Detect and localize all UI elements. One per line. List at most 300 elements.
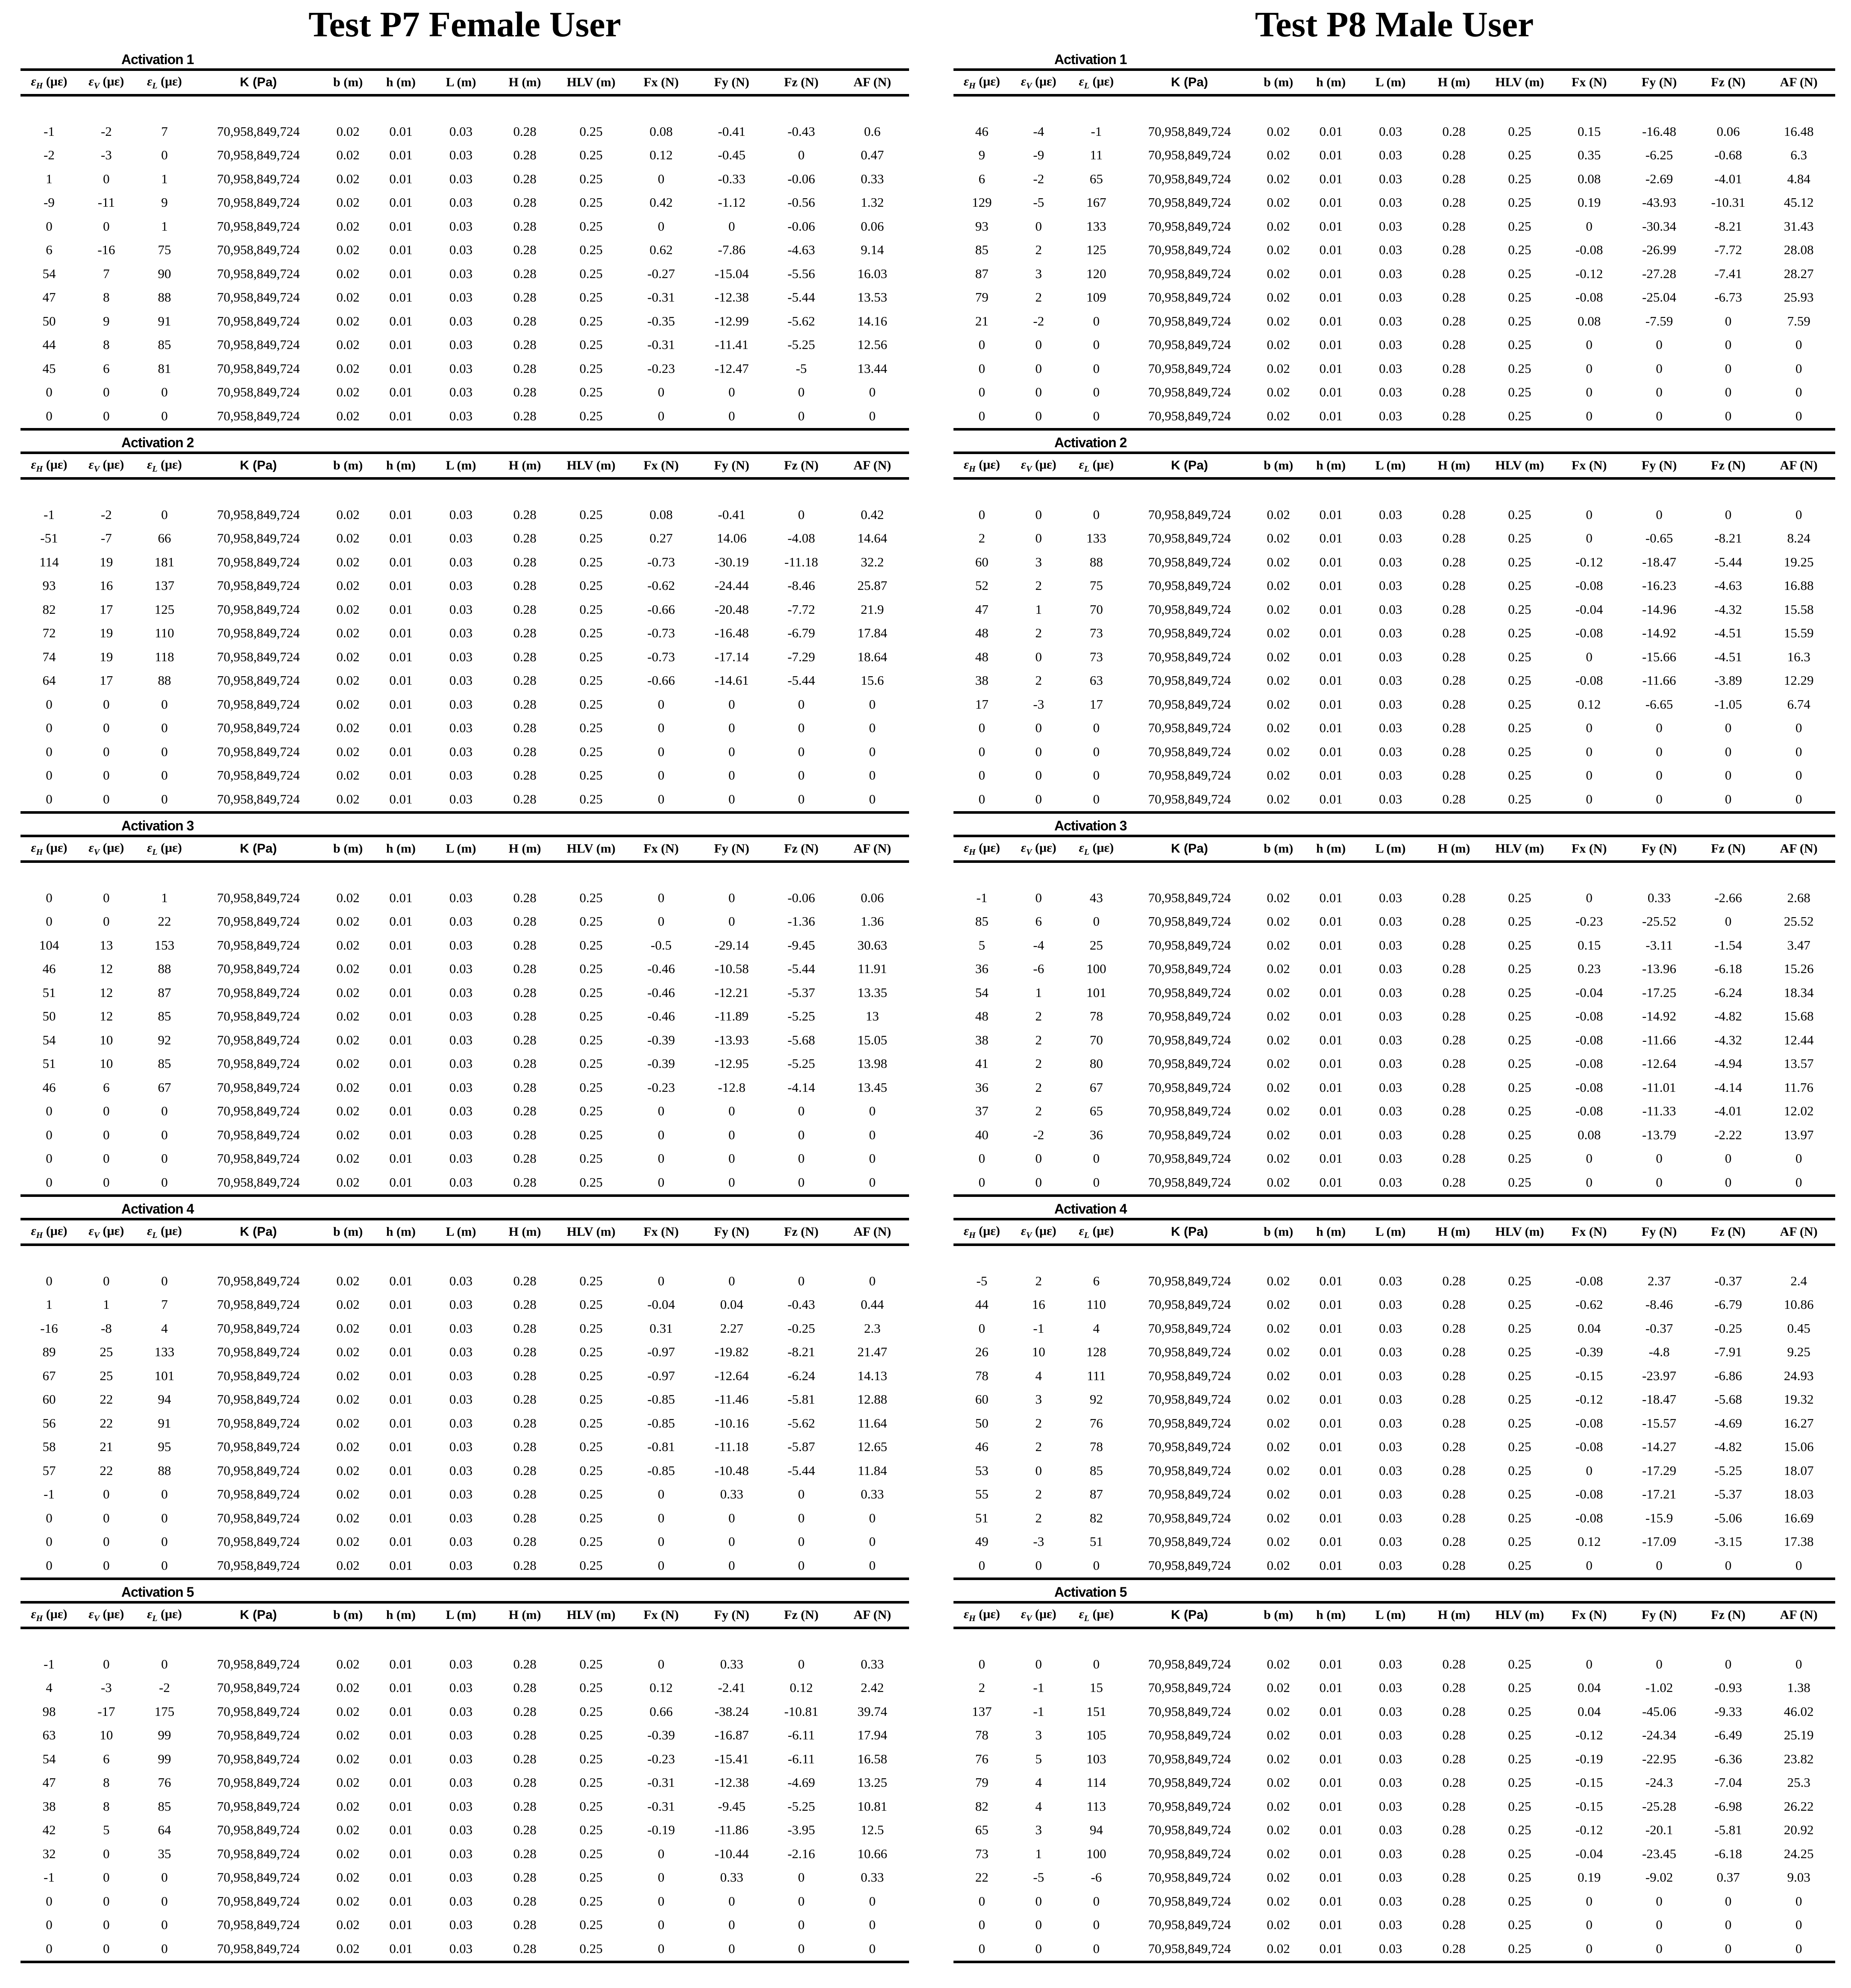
cell-fx: -0.23 bbox=[1575, 914, 1603, 929]
column-header-h: H (m) bbox=[1437, 1225, 1470, 1239]
cell-fy: -15.66 bbox=[1642, 649, 1677, 664]
cell-h: 0.28 bbox=[1423, 1554, 1485, 1579]
activation-block bbox=[953, 50, 1835, 434]
cell-h: 0.01 bbox=[389, 601, 413, 617]
cell-hlv: 0.25 bbox=[579, 1320, 603, 1336]
cell-b: 0.02 bbox=[336, 1320, 360, 1336]
column-header-af: AF (N) bbox=[854, 458, 892, 472]
cell-eh: 74 bbox=[42, 649, 56, 664]
cell-fz: -4.51 bbox=[1714, 625, 1742, 641]
cell-ev: -3 bbox=[1033, 696, 1044, 712]
cell-k: 70,958,849,724 bbox=[217, 1297, 300, 1312]
cell-fz: 0 bbox=[798, 1870, 805, 1885]
cell-fz: -0.43 bbox=[787, 1297, 815, 1312]
cell-eh: 114 bbox=[39, 554, 59, 569]
table-row bbox=[953, 1435, 1835, 1459]
cell-b: 0.02 bbox=[336, 1127, 360, 1142]
cell-ev: 2 bbox=[1035, 242, 1042, 258]
cell-h: 0.28 bbox=[493, 1937, 556, 1962]
cell-b: 0.02 bbox=[336, 1344, 360, 1360]
cell-h: 0.01 bbox=[389, 1846, 413, 1861]
cell-b: 0.02 bbox=[336, 578, 360, 593]
cell-h: 0.28 bbox=[1442, 1822, 1466, 1838]
cell-el: 0 bbox=[1093, 313, 1100, 328]
cell-k: 70,958,849,724 bbox=[217, 1534, 300, 1549]
cell-el: 0 bbox=[161, 1534, 168, 1549]
cell-fy: 0 bbox=[728, 218, 735, 234]
cell-fy: 0 bbox=[728, 1103, 735, 1119]
cell-ev: 0 bbox=[78, 1170, 135, 1196]
cell-af: 6.3 bbox=[1790, 147, 1807, 163]
cell-fy: -11.66 bbox=[1642, 1032, 1676, 1047]
table-row bbox=[21, 550, 909, 574]
cell-el: 76 bbox=[158, 1775, 171, 1790]
cell-fx: -0.5 bbox=[651, 937, 672, 953]
cell-el: 1 bbox=[161, 890, 168, 905]
cell-k: 70,958,849,724 bbox=[217, 1727, 300, 1743]
cell-h: 0.01 bbox=[389, 890, 413, 905]
cell-fx: -0.12 bbox=[1575, 1727, 1603, 1743]
cell-l: 0.03 bbox=[1379, 1056, 1402, 1071]
cell-fz: -4.82 bbox=[1714, 1439, 1742, 1454]
cell-ev: -1 bbox=[1033, 1704, 1044, 1719]
cell-l: 0.03 bbox=[449, 649, 473, 664]
cell-k: 70,958,849,724 bbox=[194, 1170, 323, 1196]
cell-h: 0.01 bbox=[389, 290, 413, 305]
cell-b: 0.02 bbox=[1267, 147, 1290, 163]
cell-ev: 8 bbox=[103, 290, 110, 305]
cell-b: 0.02 bbox=[1267, 266, 1290, 281]
cell-fy: 0 bbox=[1656, 1893, 1663, 1909]
cell-h: 0.01 bbox=[389, 1704, 413, 1719]
cell-fz: -4.08 bbox=[787, 531, 815, 546]
cell-af: 28.27 bbox=[1784, 266, 1814, 281]
cell-l: 0.03 bbox=[1379, 554, 1402, 569]
cell-h: 0.28 bbox=[1442, 1273, 1466, 1288]
cell-fz: -3.95 bbox=[787, 1822, 815, 1838]
cell-hlv: 0.25 bbox=[1508, 171, 1531, 186]
cell-eh: 46 bbox=[975, 1439, 989, 1454]
cell-h: 0.01 bbox=[1319, 649, 1343, 664]
cell-ev: 2 bbox=[1035, 1439, 1042, 1454]
cell-k: 70,958,849,724 bbox=[1148, 337, 1231, 352]
column-header-ev: $\varepsilon_V$ (με) bbox=[1021, 457, 1056, 474]
cell-af: 13.25 bbox=[857, 1775, 887, 1790]
cell-k: 70,958,849,724 bbox=[1148, 147, 1231, 163]
cell-ev: 0 bbox=[1010, 787, 1067, 812]
column-header-af: AF (N) bbox=[1780, 1225, 1818, 1239]
cell-fx: 0 bbox=[1554, 404, 1624, 429]
cell-eh: 87 bbox=[975, 266, 989, 281]
cell-fz: -5.44 bbox=[787, 673, 815, 688]
cell-l: 0.03 bbox=[1358, 1554, 1423, 1579]
cell-h: 0.28 bbox=[1442, 937, 1466, 953]
cell-h: 0.28 bbox=[513, 384, 537, 400]
cell-fx: -0.15 bbox=[1575, 1775, 1603, 1790]
cell-k: 70,958,849,724 bbox=[1148, 1320, 1231, 1336]
cell-fz: -5.25 bbox=[787, 1009, 815, 1024]
cell-k: 70,958,849,724 bbox=[1148, 1439, 1231, 1454]
cell-hlv: 0.25 bbox=[1508, 1656, 1531, 1671]
cell-fx: 0 bbox=[1586, 507, 1593, 522]
cell-l: 0.03 bbox=[449, 266, 473, 281]
cell-eh: 0 bbox=[978, 1917, 986, 1932]
cell-h: 0.01 bbox=[1319, 673, 1343, 688]
activation-table bbox=[953, 1601, 1835, 1963]
cell-h: 0.01 bbox=[1319, 1775, 1343, 1790]
cell-l: 0.03 bbox=[1379, 1151, 1402, 1166]
cell-b: 0.02 bbox=[1267, 1079, 1290, 1095]
cell-af: 0 bbox=[1795, 720, 1802, 736]
cell-el: 0 bbox=[135, 1170, 194, 1196]
cell-el: 0 bbox=[1093, 720, 1100, 736]
column-header-fz: Fz (N) bbox=[1711, 458, 1746, 472]
cell-ev: -2 bbox=[100, 507, 112, 522]
cell-l: 0.03 bbox=[1379, 1510, 1402, 1525]
cell-ev: 22 bbox=[100, 1392, 113, 1407]
cell-hlv: 0.25 bbox=[1485, 787, 1555, 812]
cell-el: 0 bbox=[1093, 1656, 1100, 1671]
cell-l: 0.03 bbox=[449, 1822, 473, 1838]
cell-h: 0.01 bbox=[389, 914, 413, 929]
cell-ev: 0 bbox=[103, 696, 110, 712]
cell-fy: -12.21 bbox=[714, 985, 749, 1000]
cell-l: 0.03 bbox=[1379, 1917, 1402, 1932]
column-header-el: $\varepsilon_L$ (με) bbox=[1079, 457, 1114, 474]
cell-b: 0.02 bbox=[336, 384, 360, 400]
cell-l: 0.03 bbox=[449, 937, 473, 953]
cell-h: 0.28 bbox=[513, 914, 537, 929]
cell-hlv: 0.25 bbox=[579, 1056, 603, 1071]
cell-el: 133 bbox=[154, 1344, 175, 1360]
cell-fz: -5.44 bbox=[787, 290, 815, 305]
cell-eh: 0 bbox=[978, 1151, 986, 1166]
cell-fy: -13.96 bbox=[1642, 961, 1677, 976]
table-header-row bbox=[21, 453, 909, 478]
cell-el: 43 bbox=[1089, 890, 1103, 905]
cell-h: 0.01 bbox=[1319, 937, 1343, 953]
cell-h: 0.28 bbox=[513, 1032, 537, 1047]
cell-l: 0.03 bbox=[449, 290, 473, 305]
cell-eh: -2 bbox=[44, 147, 55, 163]
cell-fz: -4.94 bbox=[1714, 1056, 1742, 1071]
cell-fy: -12.38 bbox=[714, 290, 749, 305]
cell-b: 0.02 bbox=[336, 218, 360, 234]
cell-fy: -15.57 bbox=[1642, 1415, 1677, 1431]
cell-hlv: 0.25 bbox=[1508, 1704, 1531, 1719]
column-header-l: L (m) bbox=[1375, 1608, 1406, 1622]
cell-eh: 50 bbox=[42, 313, 56, 328]
cell-fx: 0 bbox=[657, 1893, 665, 1909]
cell-eh: -16 bbox=[40, 1320, 58, 1336]
cell-fy: 0 bbox=[1624, 1937, 1694, 1962]
cell-k: 70,958,849,724 bbox=[1148, 123, 1231, 139]
cell-fy: 0.04 bbox=[720, 1297, 743, 1312]
cell-el: 92 bbox=[158, 1032, 171, 1047]
cell-fz: 0 bbox=[798, 1534, 805, 1549]
cell-ev: -4 bbox=[1033, 123, 1044, 139]
cell-l: 0.03 bbox=[449, 961, 473, 976]
column-header-fx: Fx (N) bbox=[643, 75, 679, 89]
activation-label: Activation 3 bbox=[1054, 818, 1127, 833]
cell-b: 0.02 bbox=[1267, 1680, 1290, 1695]
cell-fy: -11.33 bbox=[1642, 1103, 1676, 1119]
cell-b: 0.02 bbox=[1267, 625, 1290, 641]
column-header-h: H (m) bbox=[1437, 458, 1470, 472]
column-header-l: L (m) bbox=[1375, 1225, 1406, 1239]
cell-fz: 0 bbox=[1694, 1554, 1762, 1579]
cell-hlv: 0.25 bbox=[579, 673, 603, 688]
cell-hlv: 0.25 bbox=[556, 787, 626, 812]
cell-el: 0 bbox=[1067, 787, 1126, 812]
cell-fx: -0.15 bbox=[1575, 1368, 1603, 1383]
cell-eh: 0 bbox=[46, 384, 53, 400]
cell-fz: -7.29 bbox=[787, 649, 815, 664]
column-header-l: L (m) bbox=[446, 458, 476, 472]
cell-b: 0.02 bbox=[323, 1170, 373, 1196]
column-header-l: L (m) bbox=[446, 1225, 476, 1239]
table-row bbox=[953, 1005, 1835, 1029]
cell-fz: -5.25 bbox=[787, 1798, 815, 1814]
column-header-ev: $\varepsilon_V$ (με) bbox=[88, 457, 124, 474]
cell-fx: 0 bbox=[657, 171, 665, 186]
cell-h: 0.28 bbox=[1442, 1656, 1466, 1671]
cell-af: 0 bbox=[869, 1510, 876, 1525]
cell-h: 0.01 bbox=[1319, 1893, 1343, 1909]
column-header-fy: Fy (N) bbox=[714, 1225, 750, 1239]
cell-fx: 0.42 bbox=[649, 195, 673, 210]
cell-hlv: 0.25 bbox=[579, 1846, 603, 1861]
cell-h: 0.01 bbox=[389, 673, 413, 688]
cell-b: 0.02 bbox=[1253, 1937, 1303, 1962]
cell-l: 0.03 bbox=[449, 1151, 473, 1166]
cell-l: 0.03 bbox=[1379, 337, 1402, 352]
cell-l: 0.03 bbox=[1379, 195, 1402, 210]
cell-fz: -8.21 bbox=[1714, 218, 1742, 234]
cell-b: 0.02 bbox=[336, 744, 360, 759]
cell-fx: -0.04 bbox=[1575, 985, 1603, 1000]
cell-k: 70,958,849,724 bbox=[217, 242, 300, 258]
cell-hlv: 0.25 bbox=[579, 1344, 603, 1360]
cell-af: 3.47 bbox=[1787, 937, 1810, 953]
cell-k: 70,958,849,724 bbox=[1148, 1392, 1231, 1407]
cell-fx: 0 bbox=[657, 1487, 665, 1502]
cell-fz: -0.06 bbox=[787, 171, 815, 186]
cell-b: 0.02 bbox=[1267, 337, 1290, 352]
cell-hlv: 0.25 bbox=[1508, 744, 1531, 759]
cell-el: 0 bbox=[1093, 744, 1100, 759]
cell-af: 25.3 bbox=[1787, 1775, 1810, 1790]
cell-hlv: 0.25 bbox=[1508, 601, 1531, 617]
cell-l: 0.03 bbox=[449, 1127, 473, 1142]
cell-h: 0.28 bbox=[513, 890, 537, 905]
cell-h: 0.28 bbox=[493, 404, 556, 429]
cell-k: 70,958,849,724 bbox=[194, 787, 323, 812]
cell-eh: 0 bbox=[46, 744, 53, 759]
cell-fz: -0.06 bbox=[787, 218, 815, 234]
cell-eh: 0 bbox=[978, 744, 986, 759]
cell-b: 0.02 bbox=[1267, 937, 1290, 953]
cell-k: 70,958,849,724 bbox=[217, 1103, 300, 1119]
cell-fy: -8.46 bbox=[1645, 1297, 1673, 1312]
cell-eh: 36 bbox=[975, 1079, 989, 1095]
cell-h: 0.01 bbox=[1319, 1534, 1343, 1549]
cell-ev: 0 bbox=[103, 1487, 110, 1502]
cell-h: 0.28 bbox=[513, 578, 537, 593]
cell-l: 0.03 bbox=[449, 242, 473, 258]
cell-k: 70,958,849,724 bbox=[1148, 720, 1231, 736]
cell-fz: -5.06 bbox=[1714, 1510, 1742, 1525]
column-header-fx: Fx (N) bbox=[643, 1608, 679, 1622]
cell-b: 0.02 bbox=[336, 1510, 360, 1525]
column-header-l: L (m) bbox=[446, 75, 476, 89]
column-header-h: H (m) bbox=[508, 1608, 541, 1622]
cell-h: 0.28 bbox=[513, 1079, 537, 1095]
cell-eh: 76 bbox=[975, 1751, 989, 1766]
cell-eh: 60 bbox=[975, 554, 989, 569]
table-row bbox=[21, 1937, 909, 1962]
cell-h: 0.28 bbox=[513, 1320, 537, 1336]
cell-eh: 89 bbox=[42, 1344, 56, 1360]
cell-fy: -9.45 bbox=[718, 1798, 746, 1814]
cell-k: 70,958,849,724 bbox=[217, 601, 300, 617]
cell-l: 0.03 bbox=[449, 361, 473, 376]
cell-fz: -5.37 bbox=[1714, 1487, 1742, 1502]
cell-h: 0.28 bbox=[1442, 1151, 1466, 1166]
cell-h: 0.28 bbox=[513, 1151, 537, 1166]
table-header-row bbox=[21, 1602, 909, 1628]
activation-label: Activation 1 bbox=[1054, 52, 1127, 67]
cell-fz: -5.68 bbox=[1714, 1392, 1742, 1407]
cell-h: 0.01 bbox=[1319, 1439, 1343, 1454]
column-header-fz: Fz (N) bbox=[784, 1225, 819, 1239]
cell-fx: -0.46 bbox=[647, 1009, 675, 1024]
cell-el: 78 bbox=[1089, 1009, 1103, 1024]
column-header-k: K (Pa) bbox=[240, 842, 277, 856]
cell-fx: 0 bbox=[1586, 1463, 1593, 1478]
cell-ev: -8 bbox=[100, 1320, 112, 1336]
cell-l: 0.03 bbox=[449, 384, 473, 400]
cell-eh: 0 bbox=[21, 787, 78, 812]
cell-af: 0 bbox=[1762, 1170, 1835, 1196]
activation-table bbox=[953, 835, 1835, 1197]
table-row bbox=[21, 167, 909, 191]
cell-fy: -1.02 bbox=[1645, 1680, 1673, 1695]
cell-fx: 0 bbox=[657, 1917, 665, 1932]
cell-af: 23.82 bbox=[1784, 1751, 1814, 1766]
cell-el: 76 bbox=[1089, 1415, 1103, 1431]
cell-k: 70,958,849,724 bbox=[217, 1273, 300, 1288]
cell-ev: -2 bbox=[100, 123, 112, 139]
cell-fy: -0.45 bbox=[718, 147, 746, 163]
cell-af: 0 bbox=[869, 1103, 876, 1119]
cell-k: 70,958,849,724 bbox=[217, 1320, 300, 1336]
cell-fz: -5.62 bbox=[787, 1415, 815, 1431]
cell-fz: -4.51 bbox=[1714, 649, 1742, 664]
cell-fy: -17.25 bbox=[1642, 985, 1677, 1000]
cell-eh: 0 bbox=[46, 1151, 53, 1166]
cell-h: 0.28 bbox=[513, 1893, 537, 1909]
column-header-eh: $\varepsilon_H$ (με) bbox=[963, 1607, 1000, 1623]
cell-af: 16.48 bbox=[1784, 123, 1814, 139]
cell-h: 0.28 bbox=[513, 1463, 537, 1478]
cell-el: 105 bbox=[1086, 1727, 1106, 1743]
cell-b: 0.02 bbox=[1267, 1151, 1290, 1166]
cell-hlv: 0.25 bbox=[1508, 313, 1531, 328]
cell-l: 0.03 bbox=[1379, 1704, 1402, 1719]
activation-label: Activation 2 bbox=[1054, 435, 1127, 450]
cell-k: 70,958,849,724 bbox=[1148, 195, 1231, 210]
column-header-af: AF (N) bbox=[854, 1225, 892, 1239]
cell-fz: -5.68 bbox=[787, 1032, 815, 1047]
cell-fx: 0 bbox=[1586, 1656, 1593, 1671]
cell-b: 0.02 bbox=[1267, 290, 1290, 305]
column-header-k: K (Pa) bbox=[1171, 75, 1208, 89]
cell-h: 0.01 bbox=[1319, 1297, 1343, 1312]
cell-fy: -2.41 bbox=[718, 1680, 746, 1695]
cell-l: 0.03 bbox=[1379, 768, 1402, 783]
cell-fx: 0 bbox=[1586, 1917, 1593, 1932]
cell-eh: 36 bbox=[975, 961, 989, 976]
cell-ev: 2 bbox=[1035, 1415, 1042, 1431]
cell-hlv: 0.25 bbox=[579, 507, 603, 522]
cell-hlv: 0.25 bbox=[1508, 961, 1531, 976]
cell-af: 0 bbox=[869, 1273, 876, 1288]
cell-el: -6 bbox=[1091, 1870, 1102, 1885]
cell-h: 0.01 bbox=[1319, 1056, 1343, 1071]
cell-ev: 4 bbox=[1035, 1798, 1042, 1814]
cell-k: 70,958,849,724 bbox=[217, 1751, 300, 1766]
column-header-k: K (Pa) bbox=[1171, 1608, 1208, 1622]
cell-b: 0.02 bbox=[336, 961, 360, 976]
cell-h: 0.28 bbox=[513, 337, 537, 352]
cell-eh: 93 bbox=[42, 578, 56, 593]
cell-el: 90 bbox=[158, 266, 171, 281]
cell-el: 100 bbox=[1086, 961, 1106, 976]
cell-el: 0 bbox=[161, 1893, 168, 1909]
cell-ev: 2 bbox=[1035, 1273, 1042, 1288]
cell-l: 0.03 bbox=[449, 1415, 473, 1431]
cell-h: 0.28 bbox=[1442, 1368, 1466, 1383]
cell-ev: 6 bbox=[103, 1079, 110, 1095]
cell-fz: 0 bbox=[798, 744, 805, 759]
table-row bbox=[21, 669, 909, 693]
table-row bbox=[953, 404, 1835, 429]
column-header-af: AF (N) bbox=[1780, 1608, 1818, 1622]
cell-fz: -0.06 bbox=[787, 890, 815, 905]
cell-eh: -1 bbox=[44, 1870, 55, 1885]
cell-fz: 0 bbox=[798, 1127, 805, 1142]
cell-eh: 55 bbox=[975, 1487, 989, 1502]
cell-h: 0.28 bbox=[513, 1487, 537, 1502]
cell-b: 0.02 bbox=[336, 313, 360, 328]
cell-h: 0.28 bbox=[513, 625, 537, 641]
cell-fz: 0 bbox=[798, 768, 805, 783]
cell-af: 0 bbox=[1762, 404, 1835, 429]
cell-fx: -0.73 bbox=[647, 649, 675, 664]
table-row bbox=[953, 1771, 1835, 1795]
table-row bbox=[953, 1364, 1835, 1388]
cell-h: 0.28 bbox=[1442, 554, 1466, 569]
cell-h: 0.01 bbox=[1319, 218, 1343, 234]
cell-ev: 0 bbox=[103, 1656, 110, 1671]
cell-h: 0.01 bbox=[389, 768, 413, 783]
cell-hlv: 0.25 bbox=[579, 914, 603, 929]
cell-eh: 85 bbox=[975, 242, 989, 258]
cell-fz: 0 bbox=[1725, 507, 1732, 522]
cell-ev: 0 bbox=[1010, 1170, 1067, 1196]
cell-b: 0.02 bbox=[1267, 601, 1290, 617]
